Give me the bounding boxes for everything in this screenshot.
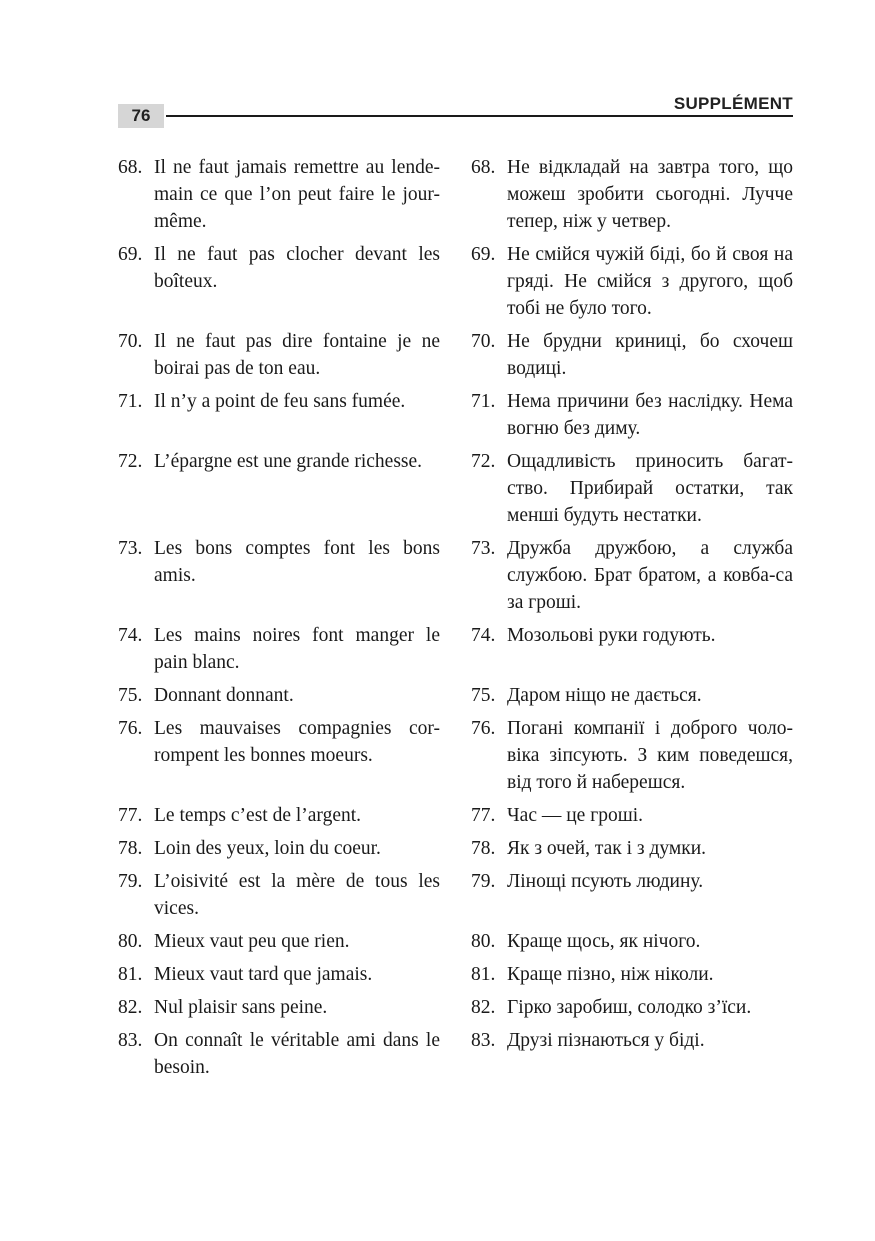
proverb-row — [118, 535, 793, 616]
proverb-text: Гірко заробиш, солодко з’їси. — [507, 997, 752, 1018]
proverb-text: Il ne faut jamais remettre au lende-main ce que l’on peut faire le jour-même. — [154, 157, 440, 232]
ukrainian-proverb — [471, 868, 793, 922]
proverb-number: 79. — [118, 871, 143, 892]
proverb-text: Друзі пізнаються у біді. — [507, 1030, 705, 1051]
french-proverb — [118, 388, 440, 442]
proverb-row — [118, 448, 793, 529]
proverb-text: Краще пізно, ніж ніколи. — [507, 964, 714, 985]
french-proverb — [118, 154, 440, 235]
proverb-number: 70. — [118, 331, 143, 352]
proverb-number: 78. — [471, 838, 496, 859]
proverb-number: 71. — [471, 391, 496, 412]
ukrainian-proverb — [471, 1027, 793, 1081]
proverb-number: 74. — [118, 625, 143, 646]
proverb-row — [118, 1027, 793, 1081]
page-number: 76 — [118, 104, 164, 128]
french-proverb — [118, 994, 440, 1021]
proverb-text: Donnant donnant. — [154, 685, 294, 706]
proverb-number: 69. — [118, 244, 143, 265]
proverb-text: Mieux vaut peu que rien. — [154, 931, 350, 952]
proverb-row — [118, 241, 793, 322]
proverb-number: 76. — [118, 718, 143, 739]
french-proverb — [118, 802, 440, 829]
proverb-number: 76. — [471, 718, 496, 739]
proverb-number: 68. — [118, 157, 143, 178]
proverb-text: Погані компанії і доброго чоло-віка зіпсують. З ким поведешся, від того й наберешся. — [507, 718, 793, 793]
french-proverb — [118, 835, 440, 862]
ukrainian-proverb — [471, 928, 793, 955]
french-proverb — [118, 868, 440, 922]
ukrainian-proverb — [471, 994, 793, 1021]
proverb-number: 82. — [471, 997, 496, 1018]
proverb-row — [118, 928, 793, 955]
proverb-number: 73. — [118, 538, 143, 559]
proverb-number: 69. — [471, 244, 496, 265]
proverb-text: Дружба дружбою, а служба службою. Брат братом, а ковба-са за гроші. — [507, 538, 793, 613]
proverb-number: 82. — [118, 997, 143, 1018]
proverb-text: Il ne faut pas dire fontaine je ne boirai pas de ton eau. — [154, 331, 440, 379]
proverb-text: Не смійся чужій біді, бо й своя на гряді. Не смійся з другого, щоб тобі не було того. — [507, 244, 793, 319]
proverb-text: Не відкладай на завтра того, що можеш зробити сьогодні. Лучче тепер, ніж у четвер. — [507, 157, 793, 232]
proverb-text: L’épargne est une grande richesse. — [154, 451, 423, 472]
proverb-row — [118, 388, 793, 442]
proverb-text: Nul plaisir sans peine. — [154, 997, 328, 1018]
proverb-text: On connaît le véritable ami dans le besoin. — [154, 1030, 440, 1078]
ukrainian-proverb — [471, 835, 793, 862]
proverb-number: 73. — [471, 538, 496, 559]
proverb-text: Les bons comptes font les bons amis. — [154, 538, 440, 586]
french-proverb — [118, 928, 440, 955]
proverb-number: 83. — [118, 1030, 143, 1051]
ukrainian-proverb — [471, 535, 793, 616]
ukrainian-proverb — [471, 802, 793, 829]
french-proverb — [118, 961, 440, 988]
ukrainian-proverb — [471, 388, 793, 442]
proverb-number: 83. — [471, 1030, 496, 1051]
proverb-row — [118, 961, 793, 988]
ukrainian-proverb — [471, 448, 793, 529]
proverb-number: 81. — [118, 964, 143, 985]
ukrainian-proverb — [471, 961, 793, 988]
proverb-list — [118, 154, 793, 1087]
french-proverb — [118, 622, 440, 676]
french-proverb — [118, 682, 440, 709]
proverb-text: Даром ніщо не дається. — [507, 685, 702, 706]
proverb-number: 72. — [471, 451, 496, 472]
proverb-row — [118, 802, 793, 829]
proverb-number: 77. — [118, 805, 143, 826]
proverb-row — [118, 994, 793, 1021]
ukrainian-proverb — [471, 154, 793, 235]
proverb-number: 70. — [471, 331, 496, 352]
french-proverb — [118, 715, 440, 796]
ukrainian-proverb — [471, 328, 793, 382]
proverb-text: Mieux vaut tard que jamais. — [154, 964, 373, 985]
proverb-text: L’oisivité est la mère de tous les vices. — [154, 871, 440, 919]
proverb-number: 78. — [118, 838, 143, 859]
proverb-row — [118, 715, 793, 796]
proverb-row — [118, 622, 793, 676]
proverb-row — [118, 154, 793, 235]
proverb-row — [118, 682, 793, 709]
proverb-number: 80. — [471, 931, 496, 952]
proverb-number: 74. — [471, 625, 496, 646]
proverb-text: Ощадливість приносить багат-ство. Прибирай остатки, так менші будуть нестатки. — [507, 451, 793, 526]
proverb-text: Мозольові руки годують. — [507, 625, 716, 646]
ukrainian-proverb — [471, 682, 793, 709]
french-proverb — [118, 328, 440, 382]
proverb-text: Les mauvaises compagnies cor-rompent les bonnes moeurs. — [154, 718, 440, 766]
french-proverb — [118, 448, 440, 529]
proverb-number: 72. — [118, 451, 143, 472]
french-proverb — [118, 1027, 440, 1081]
proverb-text: Le temps c’est de l’argent. — [154, 805, 362, 826]
proverb-number: 80. — [118, 931, 143, 952]
proverb-row — [118, 868, 793, 922]
proverb-text: Як з очей, так і з думки. — [507, 838, 706, 859]
proverb-row — [118, 835, 793, 862]
ukrainian-proverb — [471, 622, 793, 676]
proverb-number: 71. — [118, 391, 143, 412]
french-proverb — [118, 241, 440, 322]
ukrainian-proverb — [471, 715, 793, 796]
proverb-number: 75. — [471, 685, 496, 706]
section-title: SUPPLÉMENT — [673, 94, 793, 113]
proverb-number: 77. — [471, 805, 496, 826]
proverb-number: 79. — [471, 871, 496, 892]
running-header — [118, 94, 793, 130]
proverb-text: Не брудни криниці, бо схочеш водиці. — [507, 331, 793, 379]
proverb-text: Il n’y a point de feu sans fumée. — [154, 391, 406, 412]
proverb-text: Час — це гроші. — [507, 805, 644, 826]
proverb-text: Les mains noires font manger le pain blanc. — [154, 625, 440, 673]
proverb-number: 68. — [471, 157, 496, 178]
header-rule — [166, 115, 793, 117]
proverb-text: Лінощі псують людину. — [507, 871, 704, 892]
proverb-text: Loin des yeux, loin du coeur. — [154, 838, 381, 859]
proverb-text: Нема причини без наслідку. Нема вогню без диму. — [507, 391, 793, 439]
proverb-text: Краще щось, як нічого. — [507, 931, 701, 952]
proverb-text: Il ne faut pas clocher devant les boîteux. — [154, 244, 440, 292]
ukrainian-proverb — [471, 241, 793, 322]
proverb-number: 81. — [471, 964, 496, 985]
proverb-row — [118, 328, 793, 382]
proverb-number: 75. — [118, 685, 143, 706]
french-proverb — [118, 535, 440, 616]
